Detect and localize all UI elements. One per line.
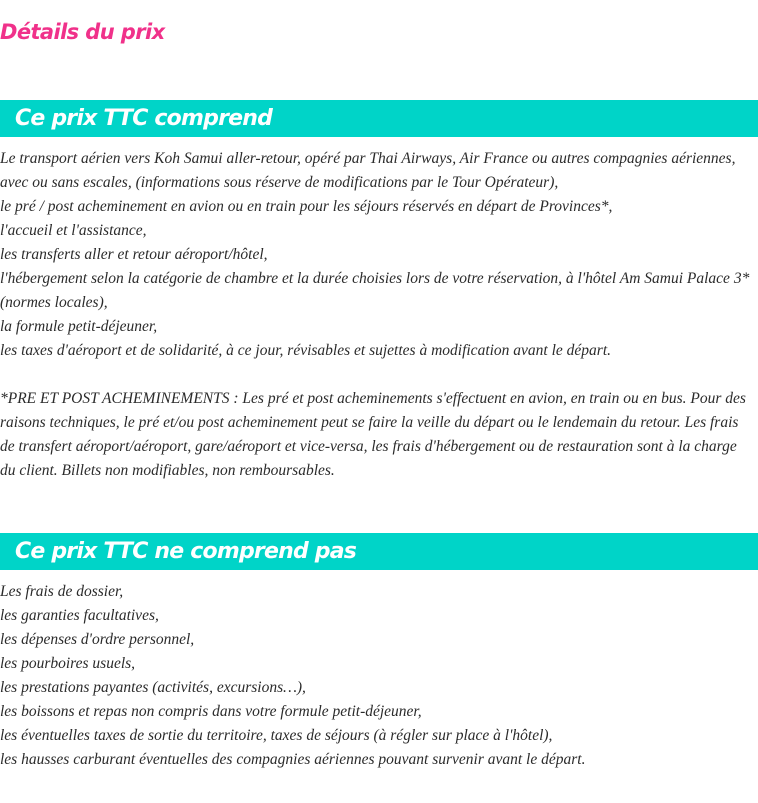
included-line: le pré / post acheminement en avion ou en train pour les séjours réservés en départ de Provinces*, xyxy=(0,198,613,215)
included-line: l'hébergement selon la catégorie de chambre et la durée choisies lors de votre réservation, à l'hôtel Am Samui Palace 3* xyxy=(0,270,750,287)
included-line: (normes locales), xyxy=(0,294,108,311)
transfer-note xyxy=(0,387,758,483)
excluded-line: les éventuelles taxes de sortie du territoire, taxes de séjours (à régler sur place à l'hôtel), xyxy=(0,727,553,744)
excluded-section-header xyxy=(0,533,758,570)
excluded-line: les dépenses d'ordre personnel, xyxy=(0,631,195,648)
excluded-heading: Ce prix TTC ne comprend pas xyxy=(15,539,357,564)
note-line: du client. Billets non modifiables, non remboursables. xyxy=(0,462,335,479)
included-list xyxy=(0,147,758,363)
included-heading: Ce prix TTC comprend xyxy=(15,106,273,131)
page-title: Détails du prix xyxy=(0,20,165,44)
excluded-line: les boissons et repas non compris dans votre formule petit-déjeuner, xyxy=(0,703,422,720)
included-line: avec ou sans escales, (informations sous réserve de modifications par le Tour Opérateur), xyxy=(0,174,559,191)
included-line: l'accueil et l'assistance, xyxy=(0,222,147,239)
included-line: les transferts aller et retour aéroport/hôtel, xyxy=(0,246,268,263)
included-line: les taxes d'aéroport et de solidarité, à ce jour, révisables et sujettes à modification avant le départ. xyxy=(0,342,612,359)
excluded-line: les garanties facultatives, xyxy=(0,607,159,624)
excluded-line: les prestations payantes (activités, excursions…), xyxy=(0,679,306,696)
excluded-line: Les frais de dossier, xyxy=(0,583,124,600)
note-line: de transfert aéroport/aéroport, gare/aéroport et vice-versa, les frais d'hébergement ou de restauration sont à la charge xyxy=(0,438,737,455)
included-section-header xyxy=(0,100,758,137)
excluded-list xyxy=(0,580,758,772)
excluded-line: les pourboires usuels, xyxy=(0,655,136,672)
included-line: Le transport aérien vers Koh Samui aller-retour, opéré par Thai Airways, Air France ou autres compagnies aériennes, xyxy=(0,150,736,167)
excluded-line: les hausses carburant éventuelles des compagnies aériennes pouvant survenir avant le départ. xyxy=(0,751,586,768)
included-line: la formule petit-déjeuner, xyxy=(0,318,158,335)
note-line: raisons techniques, le pré et/ou post acheminement peut se faire la veille du départ ou le lendemain du retour. Les frais xyxy=(0,414,739,431)
note-line: *PRE ET POST ACHEMINEMENTS : Les pré et post acheminements s'effectuent en avion, en train ou en bus. Pour des xyxy=(0,390,746,407)
